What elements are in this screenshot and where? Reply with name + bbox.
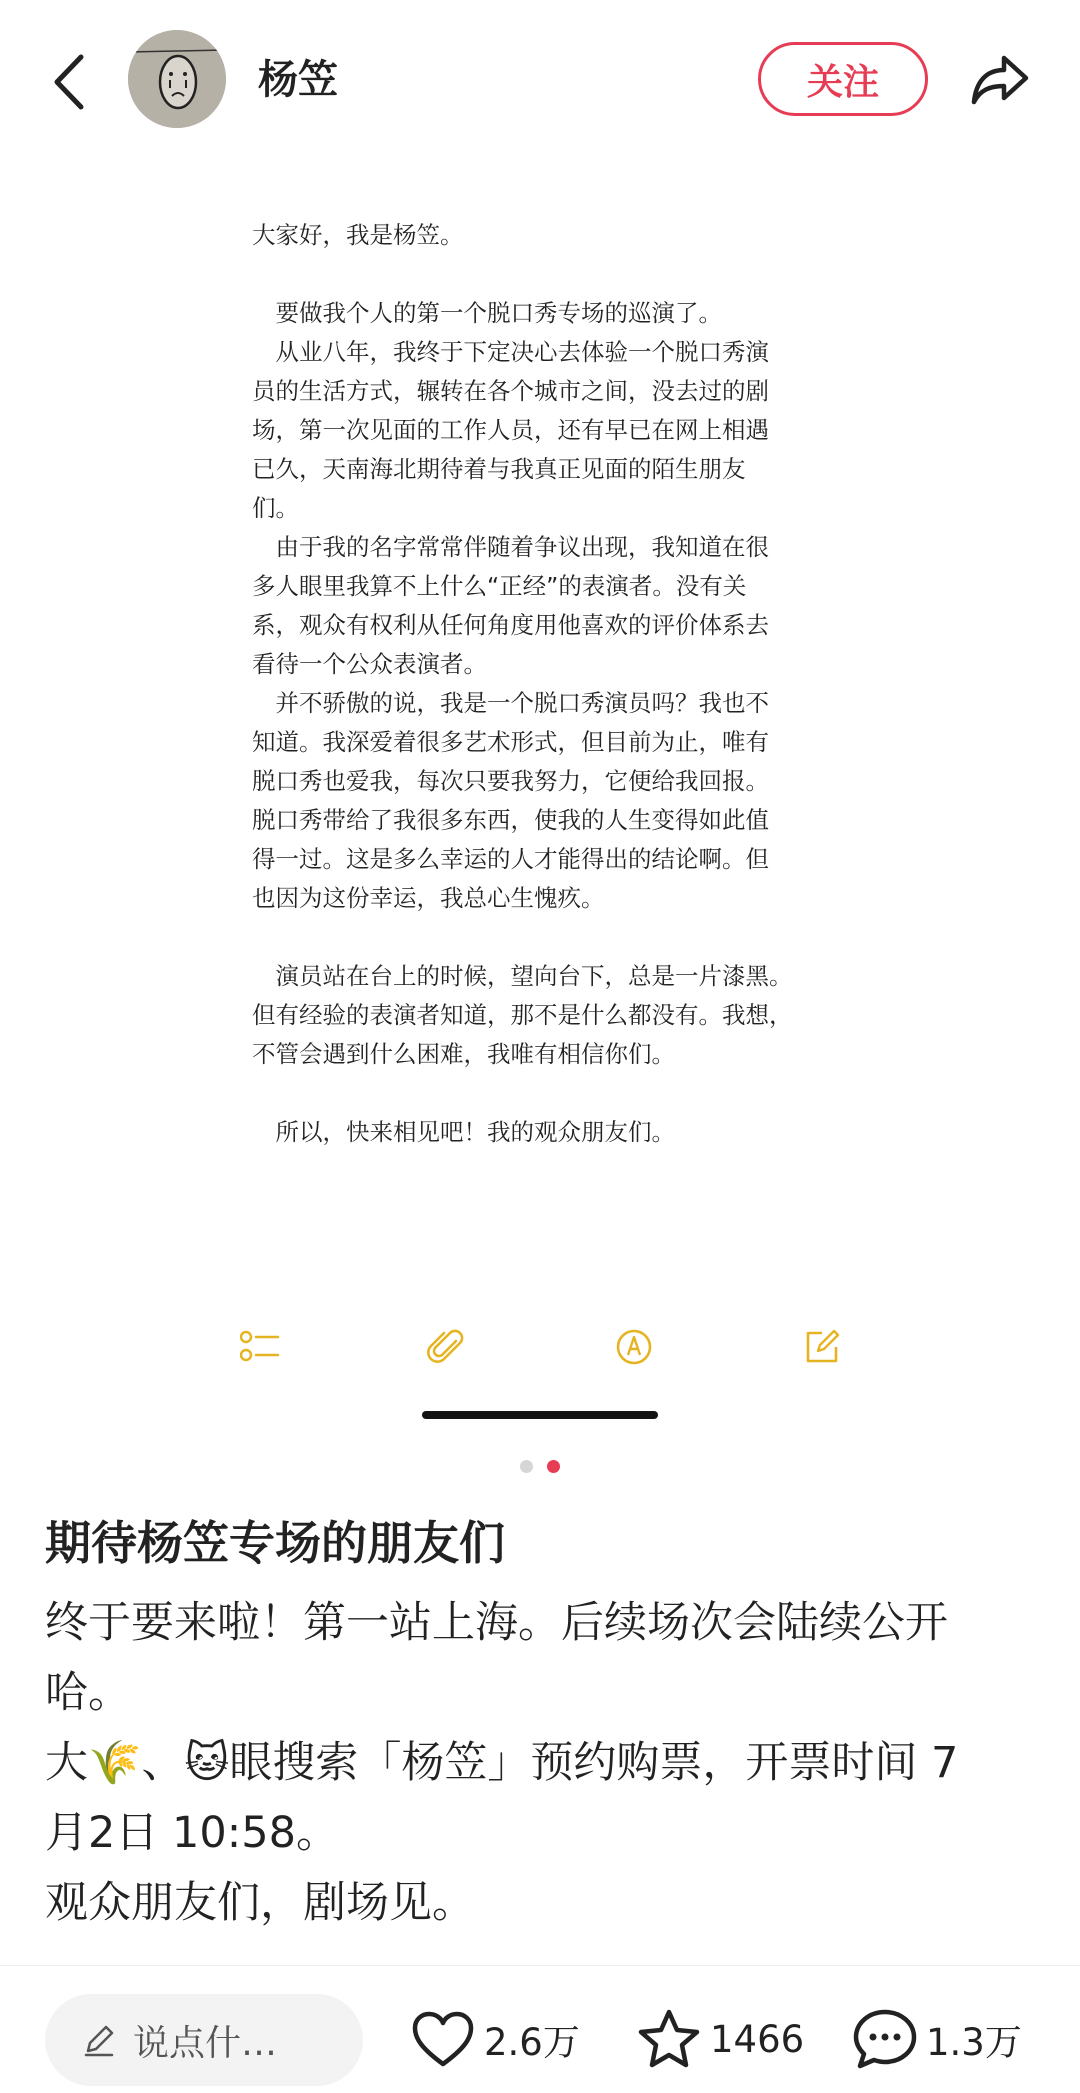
note-line: 所以，快来相见吧！我的观众朋友们。 xyxy=(252,1118,675,1146)
pencil-icon xyxy=(79,2020,119,2060)
checklist-icon xyxy=(240,1329,280,1365)
bottom-action-bar xyxy=(0,1966,1080,2093)
carousel-indicator xyxy=(0,1460,1080,1474)
compose-button xyxy=(800,1325,844,1369)
post-title: 期待杨笠专场的朋友们 xyxy=(45,1516,505,1570)
note-line: 也因为这份幸运，我总心生愧疚。 xyxy=(252,884,605,912)
note-line: 大家好，我是杨笠。 xyxy=(252,221,464,249)
avatar-face-drawing xyxy=(128,30,226,128)
note-line: 们。 xyxy=(252,494,299,522)
note-line: 演员站在台上的时候，望向台下，总是一片漆黑。 xyxy=(252,962,793,990)
note-blank-line xyxy=(252,1074,824,1113)
back-button[interactable] xyxy=(38,48,98,116)
notes-toolbar xyxy=(0,1325,1080,1385)
share-arrow-icon xyxy=(970,54,1030,106)
star-icon xyxy=(634,2004,704,2074)
favorite-button[interactable] xyxy=(634,2004,804,2074)
comment-placeholder: 说点什… xyxy=(133,2022,278,2064)
note-line: 但有经验的表演者知道，那不是什么都没有。我想， xyxy=(252,1001,793,1029)
heart-icon xyxy=(408,2004,478,2074)
note-line: 要做我个人的第一个脱口秀专场的巡演了。 xyxy=(252,299,722,327)
note-blank-line xyxy=(252,255,824,294)
home-indicator-bar xyxy=(422,1411,658,1419)
post-body xyxy=(45,1588,1025,1938)
follow-button[interactable]: 关注 xyxy=(758,42,928,116)
post-body-line: 观众朋友们，剧场见。 xyxy=(45,1878,475,1928)
comment-input[interactable] xyxy=(45,1994,363,2086)
note-line: 系，观众有权利从任何角度用他喜欢的评价体系去 xyxy=(252,611,769,639)
post-body-line: 终于要来啦！第一站上海。后续场次会陆续公开 xyxy=(45,1598,948,1648)
note-line: 脱口秀也爱我，每次只要我努力，它便给我回报。 xyxy=(252,767,769,795)
comment-button[interactable] xyxy=(850,2004,1022,2074)
top-bar xyxy=(0,0,1080,160)
paperclip-icon xyxy=(426,1327,466,1367)
note-line: 不管会遇到什么困难，我唯有相信你们。 xyxy=(252,1040,675,1068)
carousel-dot-1[interactable] xyxy=(520,1460,533,1473)
note-line: 由于我的名字常常伴随着争议出现，我知道在很 xyxy=(252,533,769,561)
carousel-dot-2[interactable] xyxy=(547,1460,560,1473)
post-body-line: 大🌾、🐱眼搜索「杨笠」预约购票，开票时间 7 xyxy=(45,1738,959,1788)
note-line: 并不骄傲的说，我是一个脱口秀演员吗？我也不 xyxy=(252,689,769,717)
markup-button xyxy=(612,1325,656,1369)
speech-bubble-icon xyxy=(850,2004,920,2074)
back-chevron-icon xyxy=(51,53,85,111)
note-blank-line xyxy=(252,918,824,957)
favorite-count: 1466 xyxy=(710,2017,805,2061)
comment-count: 1.3万 xyxy=(926,2021,1022,2064)
note-image[interactable] xyxy=(0,160,1080,1450)
post-body-line: 月2日 10:58。 xyxy=(45,1808,339,1858)
note-line: 脱口秀带给了我很多东西，使我的人生变得如此值 xyxy=(252,806,769,834)
note-line: 看待一个公众表演者。 xyxy=(252,650,487,678)
author-name[interactable]: 杨笠 xyxy=(258,57,338,103)
note-line: 员的生活方式，辗转在各个城市之间，没去过的剧 xyxy=(252,377,769,405)
note-line: 得一过。这是多么幸运的人才能得出的结论啊。但 xyxy=(252,845,769,873)
compose-icon xyxy=(802,1327,842,1367)
note-line: 从业八年，我终于下定决心去体验一个脱口秀演 xyxy=(252,338,769,366)
note-line: 已久，天南海北期待着与我真正见面的陌生朋友 xyxy=(252,455,746,483)
like-count: 2.6万 xyxy=(484,2021,580,2064)
note-text xyxy=(252,216,824,1152)
markup-pen-icon xyxy=(614,1327,654,1367)
note-line: 场，第一次见面的工作人员，还有早已在网上相遇 xyxy=(252,416,769,444)
like-button[interactable] xyxy=(408,2004,580,2074)
attachment-button xyxy=(424,1325,468,1369)
checklist-button xyxy=(238,1325,282,1369)
note-line: 多人眼里我算不上什么“正经”的表演者。没有关 xyxy=(252,572,747,600)
post-body-line: 哈。 xyxy=(45,1668,131,1718)
avatar[interactable] xyxy=(128,30,226,128)
share-button[interactable] xyxy=(960,46,1040,114)
note-line: 知道。我深爱着很多艺术形式，但目前为止，唯有 xyxy=(252,728,769,756)
